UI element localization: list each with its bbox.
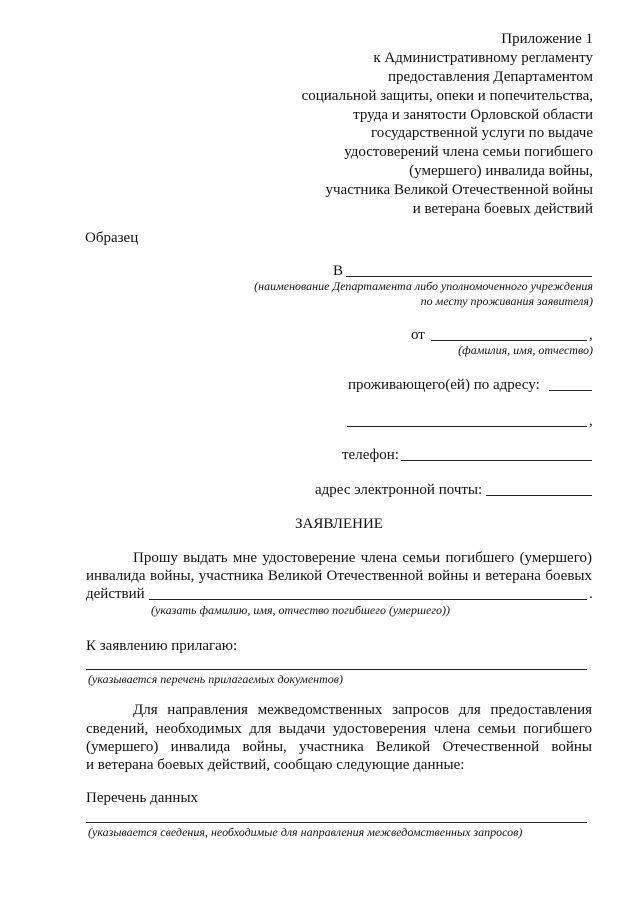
header-line-3: предоставления Департаментом — [388, 69, 593, 85]
header-line-8: (умершего) инвалида войны, — [409, 163, 593, 179]
document-title: ЗАЯВЛЕНИЕ — [295, 516, 383, 532]
phone-field[interactable] — [401, 460, 592, 461]
header-line-6: государственной услуги по выдаче — [370, 125, 593, 141]
email-label: адрес электронной почты: — [315, 482, 483, 498]
attachments-field[interactable] — [86, 669, 587, 670]
data-list-hint: (указывается сведения, необходимые для направления межведомственных запросов) — [88, 825, 523, 839]
interagency-line-1: Для направления межведомственных запросов для предоставления — [133, 702, 592, 718]
residence-field-2[interactable] — [347, 426, 587, 427]
residence-label: проживающего(ей) по адресу: — [348, 377, 540, 393]
header-line-9: участника Великой Отечественной войны — [325, 182, 593, 198]
deceased-name-hint: (указать фамилию, имя, отчество погибшего (умершего)) — [151, 603, 451, 617]
header-line-7: удостоверений члена семьи погибшего — [344, 144, 593, 160]
attachments-hint: (указывается перечень прилагаемых документов) — [88, 672, 343, 686]
request-line-3-start: действий — [86, 586, 145, 602]
attachments-label: К заявлению прилагаю: — [86, 638, 238, 654]
residence-comma: , — [589, 413, 593, 429]
interagency-line-4: и ветерана боевых действий, сообщаю следующие данные: — [86, 757, 465, 773]
header-line-10: и ветерана боевых действий — [412, 201, 593, 217]
interagency-line-2: сведений, необходимых для выдачи удостоверения члена семьи погибшего — [86, 721, 592, 737]
email-field[interactable] — [486, 495, 592, 496]
addressee-prefix: В — [333, 263, 344, 279]
header-line-5: труда и занятости Орловской области — [353, 107, 593, 123]
interagency-line-3: (умершего) инвалида войны, участника Великой Отечественной войны — [86, 739, 592, 755]
from-hint: (фамилия, имя, отчество) — [458, 343, 593, 357]
data-list-field[interactable] — [86, 822, 587, 823]
header-line-2: к Административному регламенту — [373, 50, 593, 66]
header-line-4: социальной защиты, опеки и попечительства, — [301, 88, 593, 104]
request-line-1: Прошу выдать мне удостоверение члена семьи погибшего (умершего) — [133, 550, 592, 566]
sample-label: Образец — [85, 230, 139, 246]
addressee-hint-2: по месту проживания заявителя) — [420, 294, 593, 308]
header-line-1: Приложение 1 — [501, 31, 593, 47]
request-line-3-end: . — [589, 586, 593, 602]
from-prefix: от — [411, 327, 425, 343]
request-line-2: инвалида войны, участника Великой Отечественной войны и ветерана боевых — [86, 568, 592, 584]
from-comma: , — [589, 327, 593, 343]
residence-field-1[interactable] — [549, 390, 592, 391]
data-list-label: Перечень данных — [86, 790, 199, 806]
phone-label: телефон: — [342, 447, 399, 463]
deceased-name-field[interactable] — [149, 599, 587, 600]
from-field[interactable] — [431, 340, 587, 341]
addressee-field[interactable] — [346, 276, 592, 277]
addressee-hint-1: (наименование Департамента либо уполномоченного учреждения — [254, 279, 593, 293]
